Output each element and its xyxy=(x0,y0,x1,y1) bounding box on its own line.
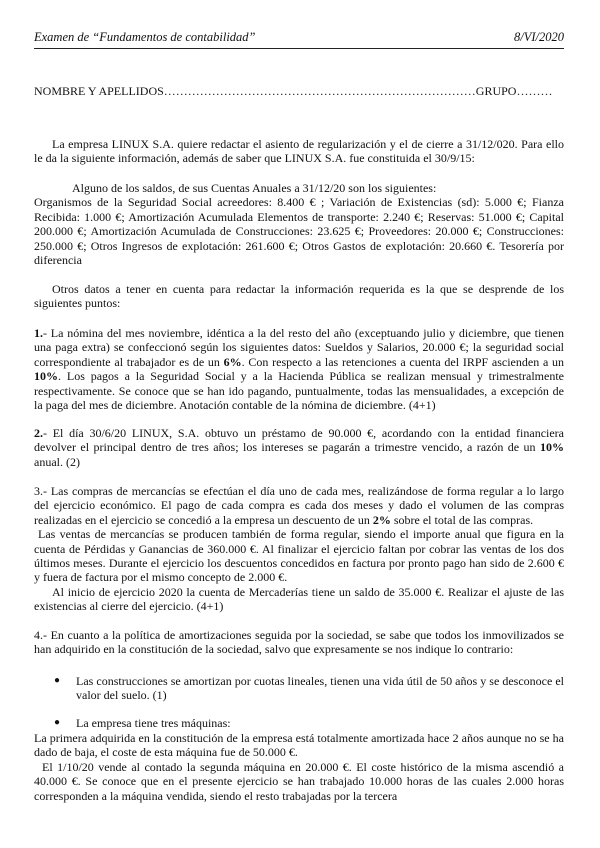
saldos-body: Organismos de la Seguridad Social acreedores: 8.400 € ; Variación de Existencias (sd): 5.000 €; Fianza Recibida: 1.000 €; Amortización Acumulada Elementos de transporte: 2.240 €; Reservas: 51.000 €; Capital 200.000 €; Amortización Acumulada de Construcciones: 23.625 €; Proveedores: 20.000 €; Construcciones: 250.000 €; Otros Ingresos de explotación: 261.600 €; Otros Gastos de explotación: 20.660 €. Tesorería por diferencia xyxy=(34,195,564,268)
question-4-bullet-2 xyxy=(52,716,564,730)
question-1-text-c: . Con respecto a las retenciones a cuenta del IRPF ascienden a un xyxy=(241,354,564,369)
question-1-irpf-rate: 10% xyxy=(34,369,58,384)
question-2-text-a: - El día 30/6/20 LINUX, S.A. obtuvo un préstamo de 90.000 €, acordando con la entidad financiera devolver el principal dentro de tres años; los intereses se pagarán a trimestre vencido, a razón de un xyxy=(34,426,564,455)
intro-paragraph xyxy=(34,137,564,166)
question-3-text-a: 3.- Las compras de mercancías se efectúan el día uno de cada mes, realizándose de forma regular a lo largo del ejercicio económico. El pago de cada compra es cada dos meses y dado el volumen de las compras realizadas en el ejercicio se concedió a la empresa un descuento de un xyxy=(34,484,564,527)
question-4-bullet-1 xyxy=(52,674,564,703)
exam-title: Examen de “Fundamentos de contabilidad” xyxy=(34,30,256,44)
question-3 xyxy=(34,484,564,614)
question-2-text-c: anual. (2) xyxy=(34,454,80,469)
question-1 xyxy=(34,326,564,412)
student-name-line: NOMBRE Y APELLIDOS……………………………………………………………………GRUPO……… xyxy=(34,84,553,98)
question-3-inicio: Al inicio de ejercicio 2020 la cuenta de Mercaderías tiene un saldo de 35.000 €. Realizar el ajuste de las existencias al cierre del ejercicio. (4+1) xyxy=(34,584,564,614)
machines-paragraph xyxy=(34,731,564,803)
question-3-ventas: Las ventas de mercancías se producen también de forma regular, siendo el importe anual que figura en la cuenta de Pérdidas y Ganancias de 360.000 €. Al finalizar el ejercicio faltan por cobrar las ventas de los dos últimos meses. Durante el ejercicio los descuentos concedidos en factura por pronto pago han sido de 2.600 € y fuera de factura por el mismo concepto de 2.000 €. xyxy=(34,527,564,585)
bullet-1-text: Las construcciones se amortizan por cuotas lineales, tienen una vida útil de 50 años y se desconoce el valor del suelo. (1) xyxy=(76,674,564,703)
question-4 xyxy=(34,628,564,657)
question-2-interest-rate: 10% xyxy=(540,440,564,455)
question-2-number: 2. xyxy=(34,426,43,440)
machine-2-text: El 1/10/20 vende al contado la segunda máquina en 20.000 €. El coste histórico de la misma ascendió a 40.000 €. Se conoce que en el presente ejercicio se han trabajado 10.000 horas de las cuales 2.000 horas corresponden a la máquina vendida, siendo el resto trabajadas por la tercera xyxy=(34,759,564,803)
saldos-paragraph xyxy=(34,181,564,267)
bullet-dot-icon: ● xyxy=(54,717,61,728)
question-1-text-d: . Los pagos a la Seguridad Social y a la Hacienda Pública se realizan mensual y trimestralmente respectivamente. Se conoce que se han ido pagando, puntualmente, todas las mensualidades, a excepción de la paga del mes de diciembre. Anotación contable de la nómina de diciembre. (4+1) xyxy=(34,369,564,413)
otros-datos-text: Otros datos a tener en cuenta para redactar la información requerida es la que se desprende de los siguientes puntos: xyxy=(34,282,564,311)
page-header xyxy=(34,30,564,49)
question-1-number: 1. xyxy=(34,326,43,340)
question-3-text-c: sobre el total de las compras. xyxy=(390,512,534,527)
bullet-2-text: La empresa tiene tres máquinas: xyxy=(76,716,231,730)
question-2 xyxy=(34,426,564,469)
saldos-lead: Alguno de los saldos, de sus Cuentas Anuales a 31/12/20 son los siguientes: xyxy=(72,181,437,195)
question-1-text-a: - La nómina del mes noviembre, idéntica a la del resto del año (exceptuando julio y diciembre, que tienen una paga extra) se confeccionó según los siguientes datos: Sueldos y Salarios, 20.000 €; la seguridad social correspondiente al trabajador es de un xyxy=(34,326,564,369)
question-4-intro: 4.- En cuanto a la política de amortizaciones seguida por la sociedad, se sabe que todos los inmovilizados se han adquirido en la constitución de la sociedad, salvo que expresamente se nos indique lo contrario: xyxy=(34,628,564,657)
otros-datos-paragraph xyxy=(34,282,564,311)
intro-text: La empresa LINUX S.A. quiere redactar el asiento de regularización y el de cierre a 31/12/020. Para ello le da la siguiente información, además de saber que LINUX S.A. fue constituida el 30/9/15: xyxy=(34,137,564,166)
machine-1-text: La primera adquirida en la constitución de la empresa está totalmente amortizada hace 2 años aunque no se ha dado de baja, el coste de esta máquina fue de 50.000 €. xyxy=(34,731,564,760)
exam-date: 8/VI/2020 xyxy=(514,30,564,44)
bullet-dot-icon: ● xyxy=(54,675,61,686)
question-1-ss-rate: 6% xyxy=(223,354,242,369)
question-3-discount-rate: 2% xyxy=(372,512,391,527)
